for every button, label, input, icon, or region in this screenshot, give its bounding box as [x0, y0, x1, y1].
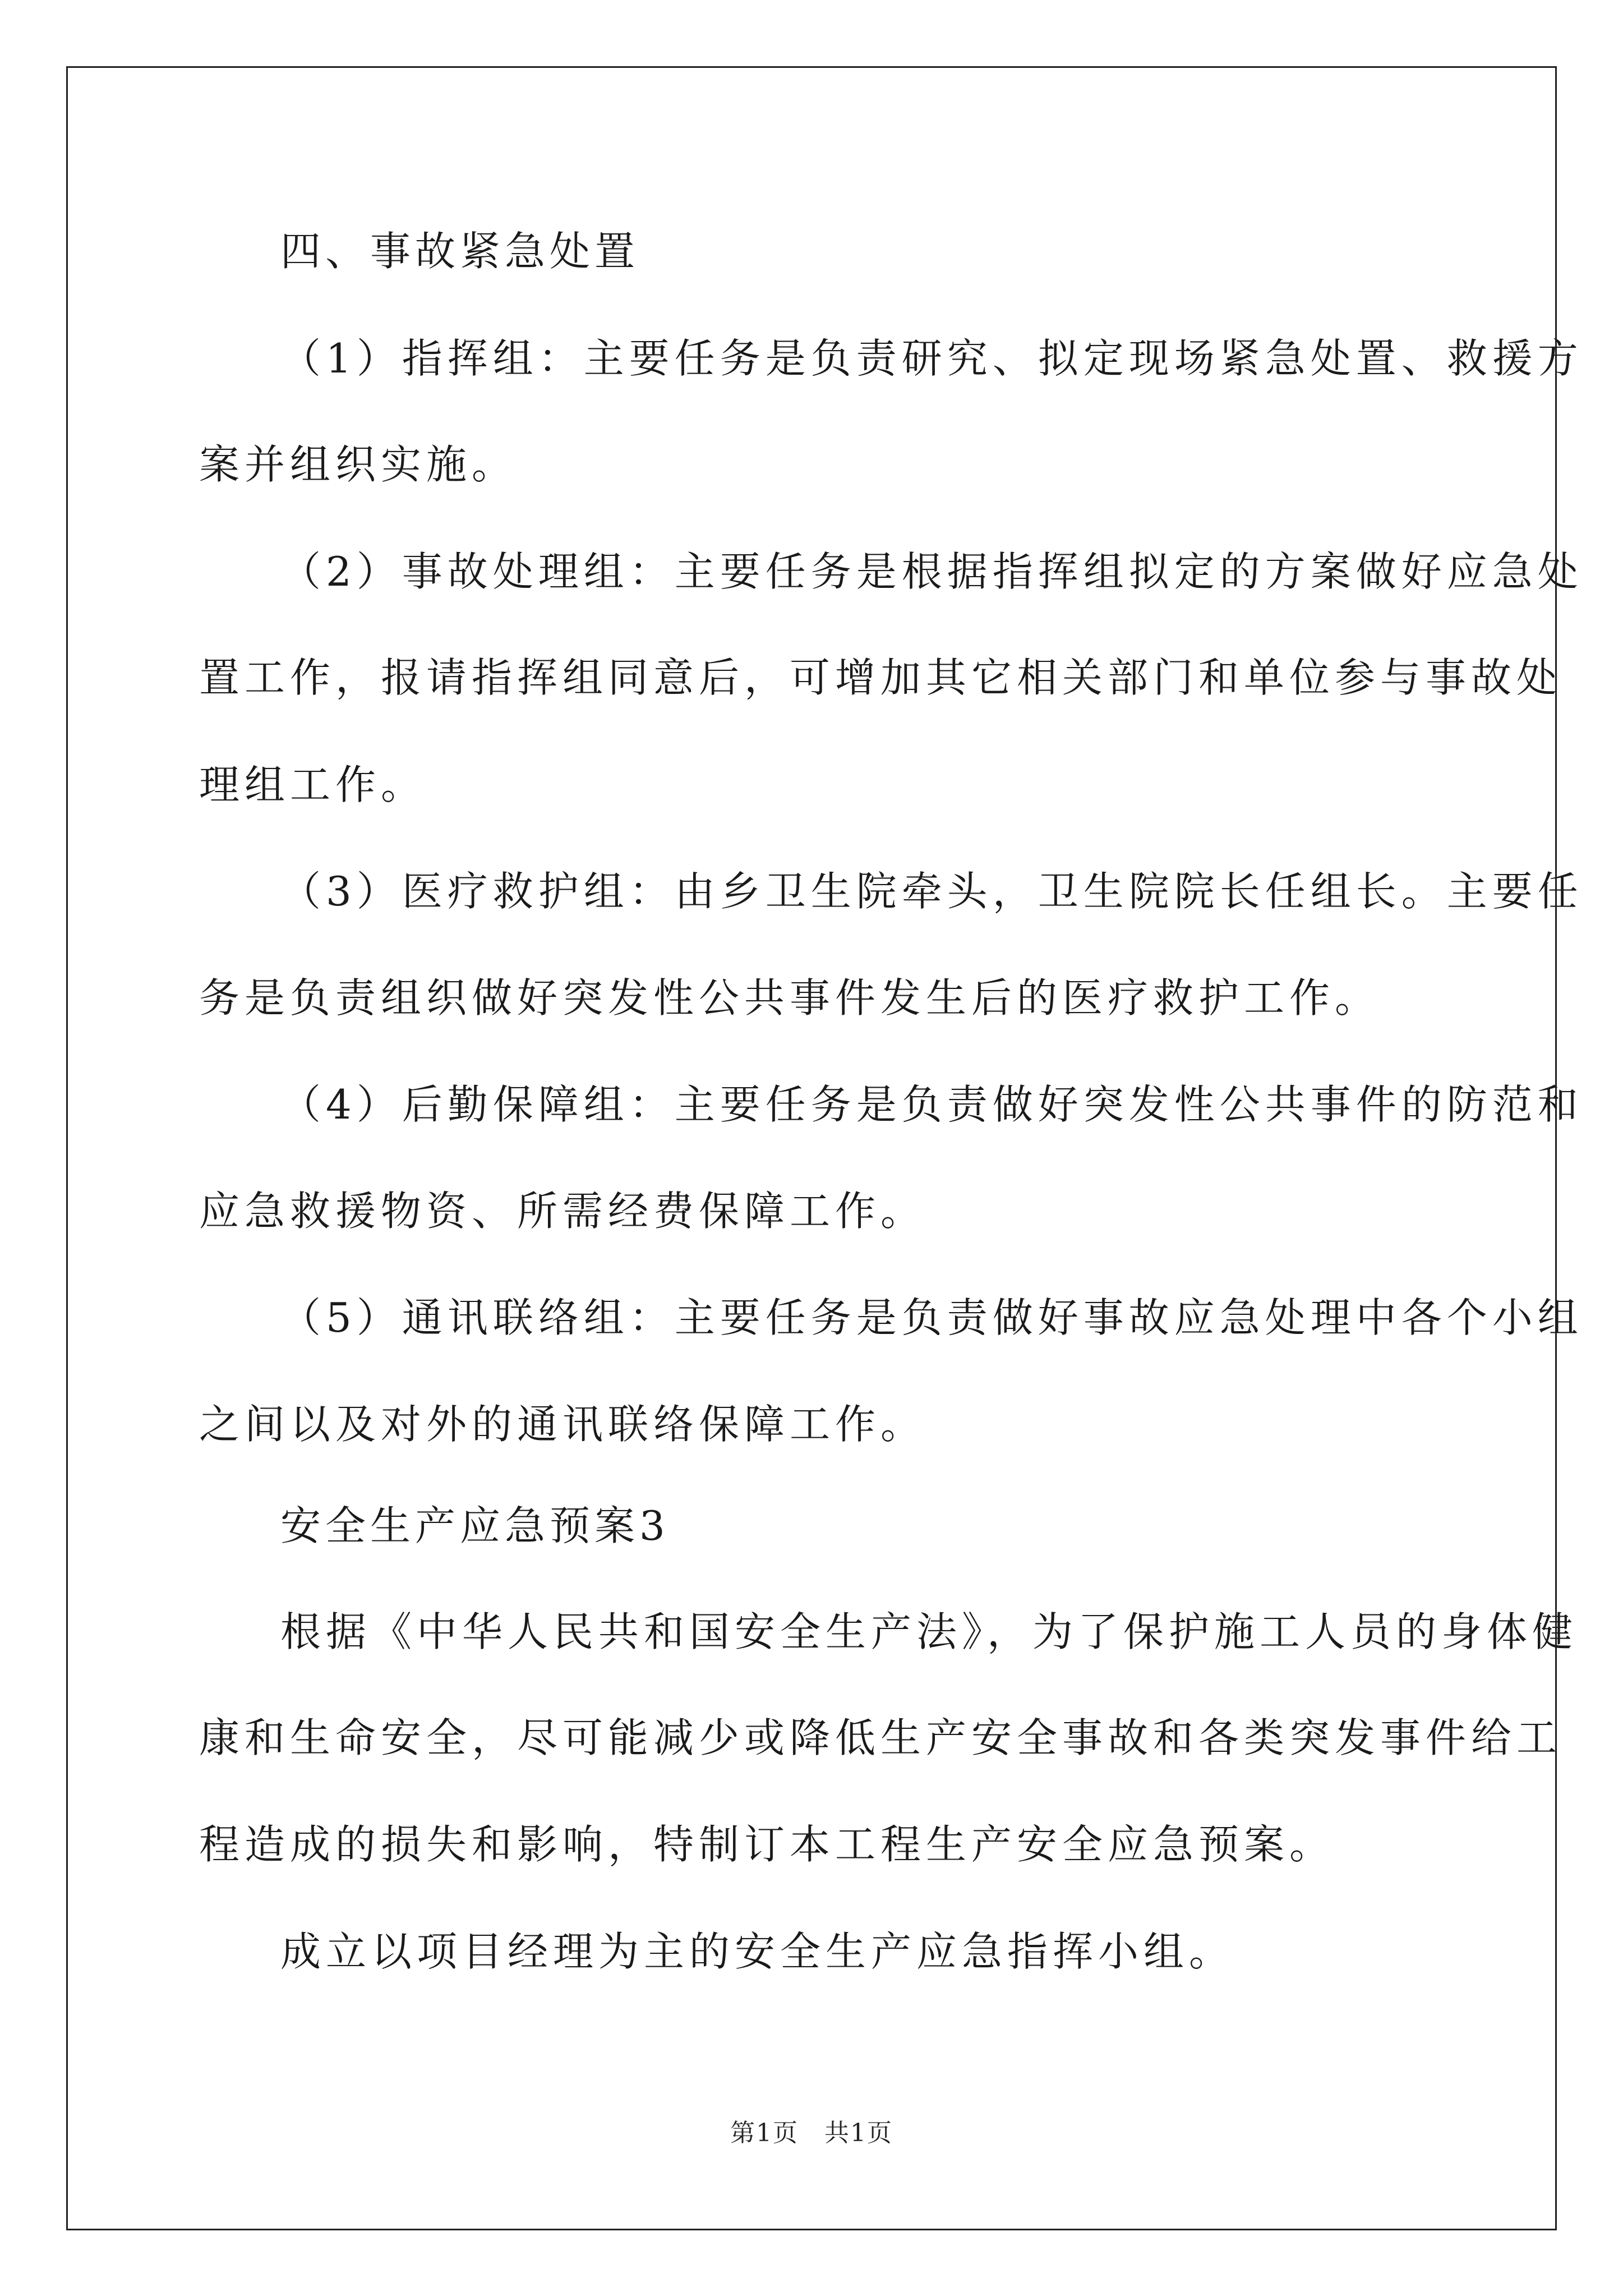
paragraph-line: 应急救援物资、所需经费保障工作。 [199, 1188, 926, 1235]
paragraph-line: 务是负责组织做好突发性公共事件发生后的医疗救护工作。 [199, 974, 1381, 1022]
paragraph-line: 程造成的损失和影响，特制订本工程生产安全应急预案。 [199, 1821, 1335, 1868]
paragraph-line: （5）通讯联络组：主要任务是负责做好事故应急处理中各个小组 [280, 1294, 1583, 1341]
page-border [66, 66, 1557, 2230]
paragraph-line: 成立以项目经理为主的安全生产应急指挥小组。 [280, 1928, 1235, 1975]
paragraph-line: （1）指挥组：主要任务是负责研究、拟定现场紧急处置、救援方 [280, 335, 1583, 382]
paragraph-line: 案并组织实施。 [199, 441, 518, 488]
page-number-footer: 第1页 共1页 [730, 2119, 893, 2147]
paragraph-line: （4）后勤保障组：主要任务是负责做好突发性公共事件的防范和 [280, 1081, 1583, 1128]
paragraph-line: （2）事故处理组：主要任务是根据指挥组拟定的方案做好应急处 [280, 548, 1583, 595]
paragraph-line: 理组工作。 [199, 761, 427, 808]
paragraph-line: 置工作，报请指挥组同意后，可增加其它相关部门和单位参与事故处 [199, 654, 1562, 701]
section-heading: 四、事故紧急处置 [280, 228, 640, 275]
section-title: 安全生产应急预案3 [280, 1502, 670, 1549]
paragraph-line: （3）医疗救护组：由乡卫生院牵头，卫生院院长任组长。主要任 [280, 868, 1583, 915]
paragraph-line: 康和生命安全，尽可能减少或降低生产安全事故和各类突发事件给工 [199, 1714, 1562, 1761]
paragraph-line: 根据《中华人民共和国安全生产法》，为了保护施工人员的身体健 [280, 1608, 1578, 1655]
paragraph-line: 之间以及对外的通讯联络保障工作。 [199, 1401, 926, 1448]
